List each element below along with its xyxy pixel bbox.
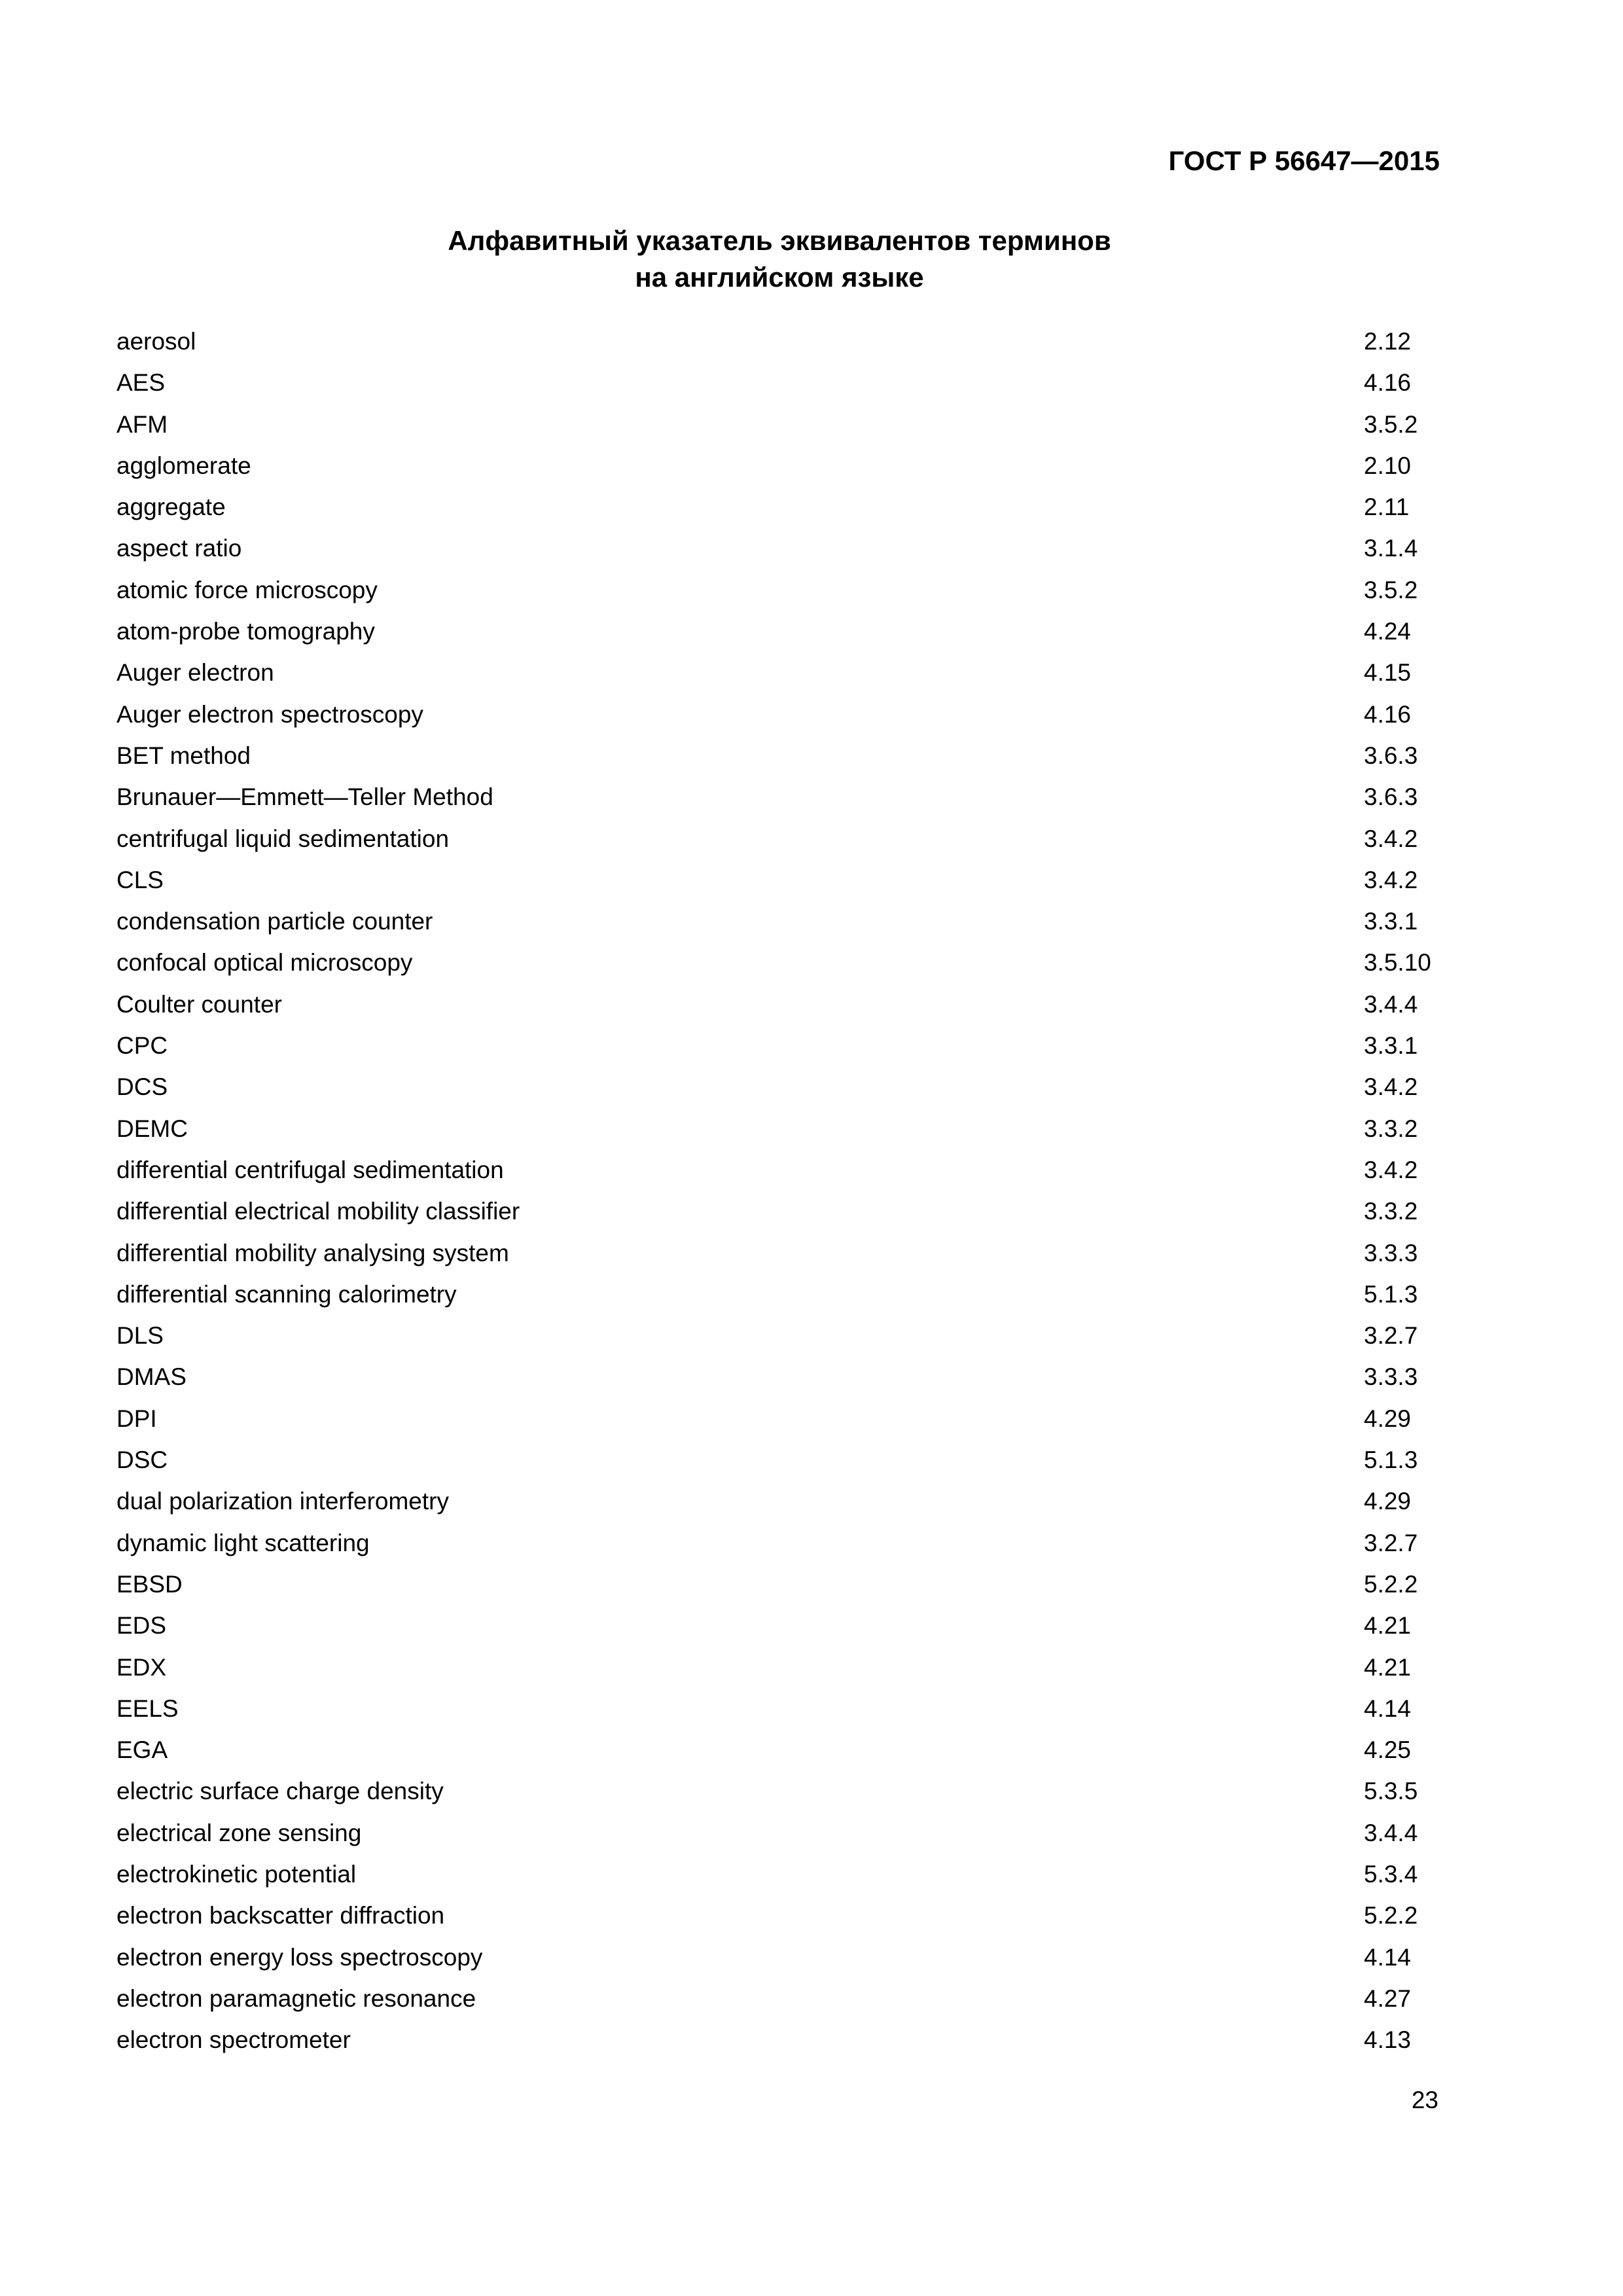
index-term: electron backscatter diffraction (116, 1902, 445, 1929)
index-term: AFM (116, 410, 168, 438)
index-entry (116, 735, 1445, 776)
index-ref: 3.3.3 (1364, 1239, 1418, 1266)
index-ref: 5.2.2 (1364, 1570, 1418, 1598)
index-entry (116, 901, 1445, 942)
index-entry (116, 1729, 1445, 1770)
index-entry (116, 486, 1445, 528)
index-entry (116, 1688, 1445, 1729)
term-index-list (116, 321, 1445, 2060)
index-ref: 3.3.3 (1364, 1363, 1418, 1391)
index-ref: 4.27 (1364, 1984, 1412, 2012)
index-entry (116, 1605, 1445, 1646)
index-term: EDS (116, 1612, 167, 1640)
index-entry (116, 1895, 1445, 1936)
index-term: condensation particle counter (116, 908, 433, 935)
index-title (0, 223, 1559, 296)
index-entry (116, 1522, 1445, 1564)
index-term: aerosol (116, 328, 196, 355)
index-ref: 2.11 (1364, 493, 1410, 521)
index-ref: 4.16 (1364, 700, 1412, 728)
index-ref: 3.4.2 (1364, 866, 1418, 893)
index-entry (116, 1025, 1445, 1066)
index-entry (116, 1647, 1445, 1688)
index-entry (116, 1315, 1445, 1356)
index-ref: 3.4.4 (1364, 990, 1418, 1018)
index-term: DMAS (116, 1363, 187, 1391)
index-term: differential centrifugal sedimentation (116, 1156, 504, 1183)
index-entry (116, 528, 1445, 569)
index-entry (116, 1108, 1445, 1149)
index-term: electron spectrometer (116, 2026, 351, 2054)
index-ref: 3.2.7 (1364, 1322, 1418, 1350)
index-ref: 3.5.2 (1364, 410, 1418, 438)
index-entry (116, 1066, 1445, 1107)
index-ref: 2.12 (1364, 328, 1412, 355)
index-term: atomic force microscopy (116, 576, 378, 603)
index-entry (116, 1274, 1445, 1315)
index-term: atom-probe tomography (116, 618, 375, 645)
index-ref: 4.24 (1364, 618, 1412, 645)
index-ref: 4.21 (1364, 1612, 1412, 1640)
index-entry (116, 611, 1445, 652)
index-ref: 3.3.1 (1364, 1032, 1418, 1060)
index-term: AES (116, 369, 166, 397)
index-term: Auger electron spectroscopy (116, 700, 423, 728)
index-ref: 3.6.3 (1364, 783, 1418, 811)
index-entry (116, 984, 1445, 1025)
index-ref: 5.3.4 (1364, 1860, 1418, 1888)
index-entry (116, 445, 1445, 486)
index-ref: 3.1.4 (1364, 535, 1418, 562)
index-ref: 4.25 (1364, 1736, 1412, 1764)
index-title-line-2: на английском языке (635, 262, 924, 293)
index-term: CLS (116, 866, 164, 893)
index-term: EELS (116, 1695, 179, 1722)
index-term: centrifugal liquid sedimentation (116, 825, 450, 852)
index-entry (116, 859, 1445, 901)
index-entry (116, 1812, 1445, 1854)
index-term: Brunauer—Emmett—Teller Method (116, 783, 493, 811)
index-ref: 4.29 (1364, 1488, 1412, 1515)
index-ref: 5.1.3 (1364, 1446, 1418, 1474)
index-term: aggregate (116, 493, 226, 521)
index-term: EDX (116, 1653, 167, 1681)
index-ref: 3.3.2 (1364, 1115, 1418, 1142)
index-entry (116, 1149, 1445, 1191)
index-term: agglomerate (116, 452, 251, 479)
index-term: electron paramagnetic resonance (116, 1984, 476, 2012)
index-ref: 4.13 (1364, 2026, 1412, 2054)
index-ref: 3.4.2 (1364, 1073, 1418, 1101)
index-entry (116, 1356, 1445, 1397)
index-ref: 5.2.2 (1364, 1902, 1418, 1929)
index-entry (116, 1564, 1445, 1605)
index-entry (116, 321, 1445, 362)
index-term: confocal optical microscopy (116, 949, 413, 977)
index-term: Auger electron (116, 659, 274, 687)
index-ref: 5.1.3 (1364, 1280, 1418, 1308)
index-term: DLS (116, 1322, 164, 1350)
index-ref: 4.14 (1364, 1695, 1412, 1722)
index-entry (116, 1191, 1445, 1232)
document-code: ГОСТ Р 56647—2015 (1168, 145, 1440, 176)
index-term: DPI (116, 1405, 157, 1432)
index-term: differential scanning calorimetry (116, 1280, 457, 1308)
index-term: CPC (116, 1032, 168, 1060)
index-entry (116, 2019, 1445, 2060)
index-term: Coulter counter (116, 990, 282, 1018)
index-entry (116, 652, 1445, 693)
index-term: electrical zone sensing (116, 1819, 362, 1846)
index-ref: 2.10 (1364, 452, 1412, 479)
index-ref: 3.2.7 (1364, 1529, 1418, 1556)
index-term: DSC (116, 1446, 168, 1474)
index-ref: 3.4.4 (1364, 1819, 1418, 1846)
index-term: DEMC (116, 1115, 188, 1142)
index-ref: 5.3.5 (1364, 1778, 1418, 1805)
index-term: aspect ratio (116, 535, 242, 562)
index-ref: 3.5.10 (1364, 949, 1431, 977)
index-term: electric surface charge density (116, 1778, 444, 1805)
index-entry (116, 1439, 1445, 1480)
index-ref: 3.4.2 (1364, 825, 1418, 852)
index-entry (116, 1937, 1445, 1978)
index-entry (116, 1398, 1445, 1439)
index-ref: 4.21 (1364, 1653, 1412, 1681)
index-title-line-1: Алфавитный указатель эквивалентов терминов (448, 225, 1111, 256)
index-ref: 4.15 (1364, 659, 1412, 687)
index-ref: 3.6.3 (1364, 742, 1418, 769)
index-ref: 3.3.1 (1364, 908, 1418, 935)
index-ref: 3.3.2 (1364, 1198, 1418, 1225)
index-term: BET method (116, 742, 251, 769)
index-term: dynamic light scattering (116, 1529, 370, 1556)
index-entry (116, 818, 1445, 859)
index-term: dual polarization interferometry (116, 1488, 449, 1515)
index-entry (116, 1978, 1445, 2019)
index-term: differential electrical mobility classifier (116, 1198, 520, 1225)
index-term: electrokinetic potential (116, 1860, 357, 1888)
index-term: EBSD (116, 1570, 183, 1598)
index-entry (116, 1854, 1445, 1895)
index-term: electron energy loss spectroscopy (116, 1943, 483, 1971)
index-ref: 4.14 (1364, 1943, 1412, 1971)
index-ref: 3.5.2 (1364, 576, 1418, 603)
index-entry (116, 942, 1445, 983)
index-term: differential mobility analysing system (116, 1239, 509, 1266)
index-entry (116, 362, 1445, 403)
index-ref: 4.29 (1364, 1405, 1412, 1432)
index-entry (116, 694, 1445, 735)
index-ref: 3.4.2 (1364, 1156, 1418, 1183)
index-entry (116, 1480, 1445, 1522)
index-entry (116, 776, 1445, 817)
index-entry (116, 1770, 1445, 1812)
index-entry (116, 569, 1445, 611)
index-term: DCS (116, 1073, 168, 1101)
index-ref: 4.16 (1364, 369, 1412, 397)
page-number: 23 (1411, 2087, 1438, 2113)
index-entry (116, 1232, 1445, 1274)
index-entry (116, 404, 1445, 445)
index-term: EGA (116, 1736, 168, 1764)
